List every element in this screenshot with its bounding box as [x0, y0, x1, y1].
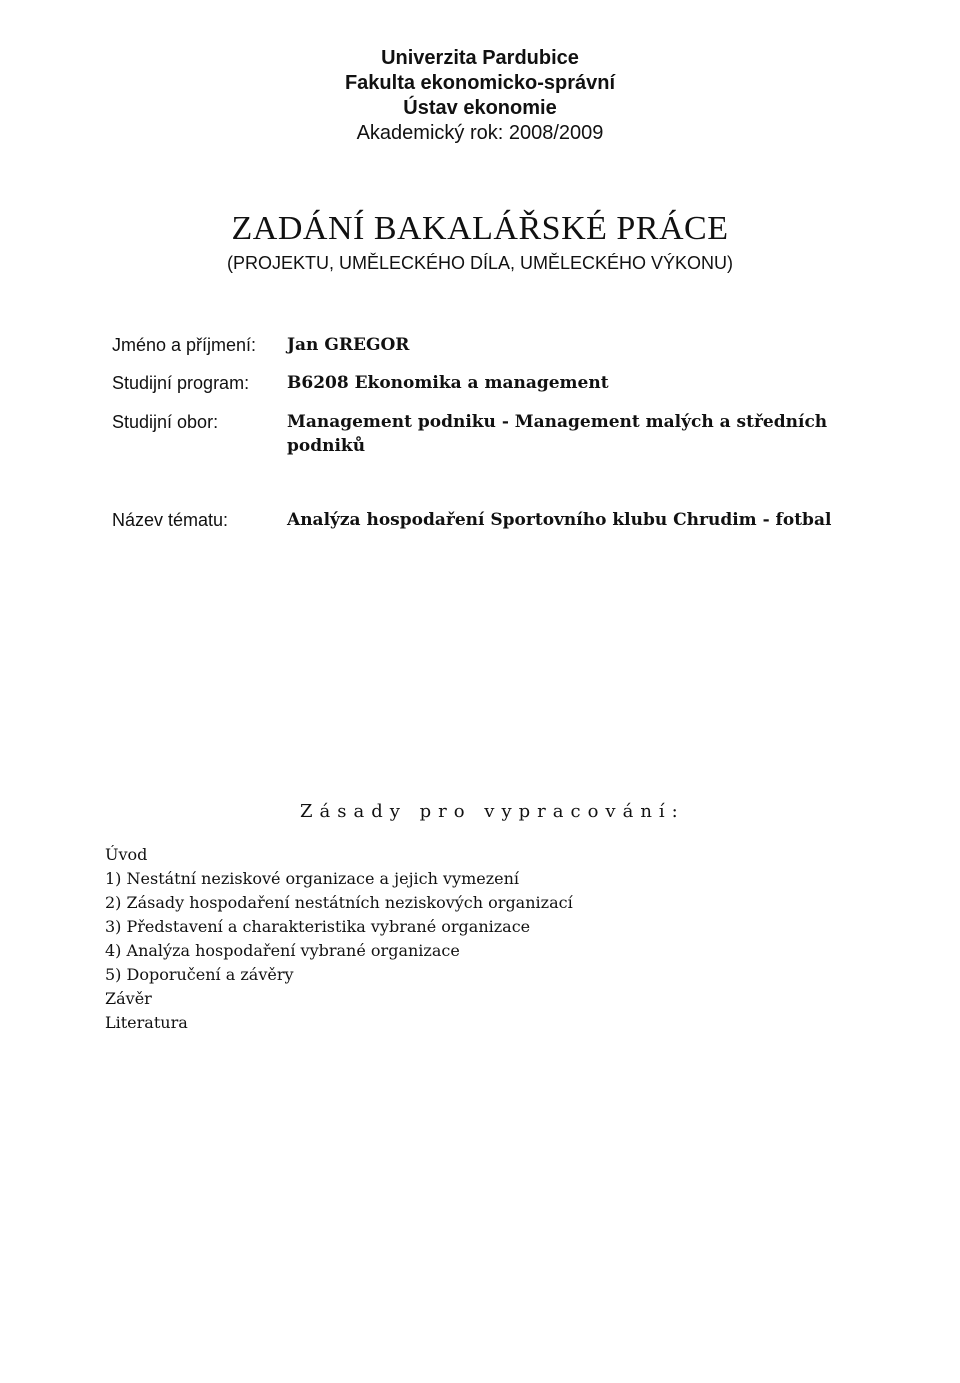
name-value: Jan GREGOR — [287, 335, 410, 355]
guidelines-heading: Zásady pro vypracování: — [300, 801, 685, 822]
document-title-block — [0, 209, 960, 275]
outline-item: Úvod — [105, 845, 148, 864]
outline-item: 5) Doporučení a závěry — [105, 965, 294, 984]
field-of-study-label: Studijní obor: — [112, 412, 219, 432]
topic-value: Analýza hospodaření Sportovního klubu Chrudim - fotbal — [287, 510, 832, 530]
name-label: Jméno a příjmení: — [112, 335, 257, 355]
program-value: B6208 Ekonomika a management — [287, 373, 609, 393]
institution-header — [0, 46, 960, 146]
document-title: ZADÁNÍ BAKALÁŘSKÉ PRÁCE — [231, 210, 729, 247]
academic-year: Akademický rok: 2008/2009 — [356, 122, 604, 144]
outline-item: Závěr — [105, 989, 152, 1008]
outline-item: 1) Nestátní neziskové organizace a jejich vymezení — [105, 869, 520, 888]
guidelines-outline — [105, 843, 573, 1035]
outline-item: 2) Zásady hospodaření nestátních neziskových organizací — [105, 893, 573, 912]
topic-label: Název tématu: — [112, 510, 229, 530]
field-of-study-value: Management podniku - Management malých a středních podniků — [287, 412, 828, 456]
outline-item: 4) Analýza hospodaření vybrané organizace — [105, 941, 460, 960]
faculty-name: Fakulta ekonomicko-správní — [344, 72, 616, 94]
outline-item: Literatura — [105, 1013, 188, 1032]
document-subtitle: (PROJEKTU, UMĚLECKÉHO DÍLA, UMĚLECKÉHO VÝKONU) — [226, 253, 734, 273]
program-label: Studijní program: — [112, 373, 250, 393]
institute-name: Ústav ekonomie — [403, 97, 557, 119]
university-name: Univerzita Pardubice — [381, 47, 579, 69]
outline-item: 3) Představení a charakteristika vybrané organizace — [105, 917, 531, 936]
